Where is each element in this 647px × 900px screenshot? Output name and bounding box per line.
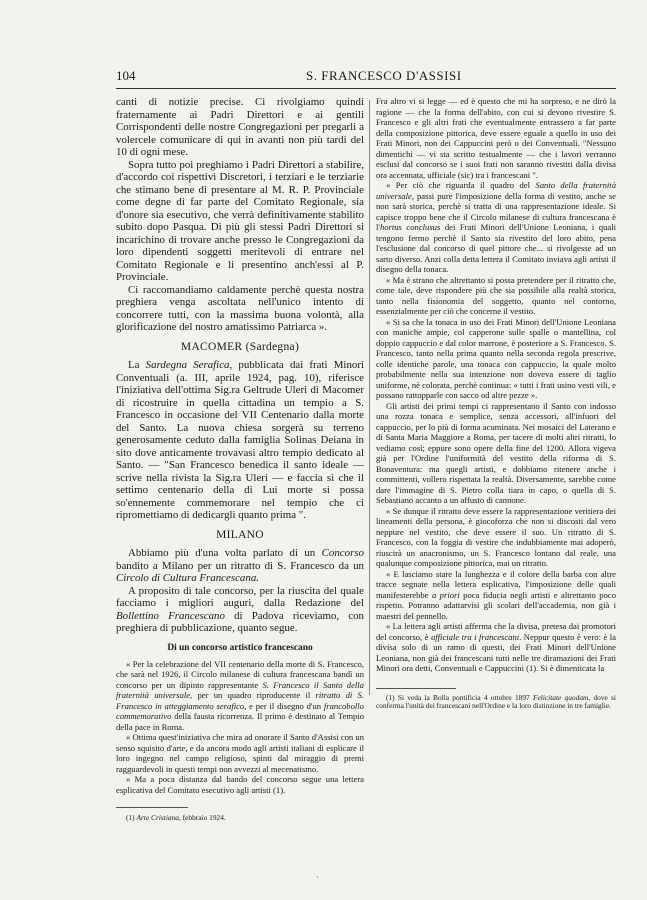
paragraph: Abbiamo più d'una volta parlato di un Concorso bandito a Milano per un ritratto di S. Francesco da un Circolo di Cultura Francescana.: [116, 547, 364, 584]
quoted-article: [116, 659, 364, 796]
subsection-title-concorso: Di un concorso artistico francescano: [167, 642, 313, 653]
paragraph: Sopra tutto poi preghiamo i Padri Direttori a stabilire, d'accordo coi rispettivi Discretori, i terziari e le terziarie che stimano bene di presentare al M. R. P. Provinciale come degne di far parte del Comitato Regionale, sia d'onore sia esecutivo, che verrà definitivamente stabilito subito dopo Pasqua. Di più gli stessi Padri Direttori si incarichino di trovare anche presso le Congregazioni da loro dipendenti soggetti meritevoli di entrare nel Comitato Regionale e li presentino anch'essi al P. Provinciale.: [116, 158, 364, 283]
paragraph: canti di notizie precise. Ci rivolgiamo quindi fraternamente ai Padri Direttori e ai gentili Corrispondenti delle nostre Congregazioni per pregarli a volercele comunicare di qui in avanti non più tardi del 10 di ogni mese.: [116, 96, 364, 158]
footnote-right: [376, 694, 616, 712]
running-title: S. FRANCESCO D'ASSISI: [306, 68, 462, 83]
paragraph: « Si sa che la tonaca in uso dei Frati Minori dell'Unione Leoniana con maniche ampie, col capperone sulle spalle o mantellina, col doppio cappuccio e dal color marrone, è posteriore a S. Francesco. S. Francesco, tanto nella prima quanto nella seconda regola prescrive, colle identiche parole, una tonaca con cappuccio, la quale molto probabilmente nella sua intenzione non doveva essere di taglio uniforme, nè colorata, perchè continua: « tutti i frati usino vesti vili, e possano rattopparle con sacco od altre pezze ».: [376, 316, 616, 400]
paragraph: « Per la celebrazione del VII centenario della morte di S. Francesco, che sarà nel 1926, il Circolo milanese di cultura francescana bandì un concorso per un dipinto rappresentante S. Francesco il Santo della fraternità universale, per un quadro riproducente il ritratto di S. Francesco in atteggiamento serafico, e per il disegno d'un francobollo commemorativo della fausta ricorrenza. Il primo è destinato al Tempio della pace in Roma.: [116, 658, 365, 732]
footnote-rule: [116, 807, 188, 808]
bottom-mark: ·: [316, 872, 319, 882]
paragraph: Fra altro vi si legge — ed è questo che mi ha sorpreso, e ne dirò la ragione — che la forma dell'abito, con cui si devono rivestire S. Francesco e gli altri frati che eventualmente entrassero a far parte della composizione pittorica, deve essere eguale a quello in uso dei Frati Minori, non dei Cappuccini però o dei Conventuali. "Nessuno dimentichi — vi sta scritto testualmente — che i lavori verranno esclusi dal concorso se i suoi frati non saranno rivestiti dalla divisa ora accennata, ufficiale (sic) tra i francescani ".: [376, 96, 616, 180]
paragraph: « Se dunque il ritratto deve essere la rappresentazione veritiera dei lineamenti della persona, è giocoforza che non si discosti dal vero neppure nel vestito, che deve essere il suo. Un ritratto di S. Francesco, con la foggia di vestire che indubbiamente mai adoperò, riuscirà un anacronismo, un S. Francesco lontano dal reale, una qualunque composizione pittorica, mai un ritratto.: [376, 505, 616, 568]
section-title-macomer: MACOMER (Sardegna): [180, 340, 300, 353]
paragraph: « Ma a poca distanza dal bando del concorso segue una lettera esplicativa del Comitato esecutivo agli artisti (1).: [116, 774, 364, 795]
footnote: (1) Si veda la Bolla pontificia 4 ottobre 1897 Felicitate quodam, dove si conferma l'unità dei francescani nell'Ordine e la loro distinzione in tre famiglie.: [376, 692, 616, 711]
paragraph: « Per ciò che riguarda il quadro del Santo della fraternità universale, passi pure l'imposizione della forma di vestito, anche se non sarà storica, perchè si tratta di una rappresentazione ideale. Si capisce troppo bene che il Circolo milanese di cultura francescana è l'hortus conclusus dei Frati Minori dell'Unione Leoniana, i quali tengono fermo perchè il Santo sia rivestito del loro abito, pena l'esclusione dal concorso di quel pittore che... si rivolgesse ad un sarto diverso. Anzi colla detta lettera il Comitato inviava agli artisti il disegno della tonaca.: [376, 180, 616, 274]
page-header: [116, 68, 616, 86]
footnote: (1) Arte Cristiana, febbraio 1924.: [126, 813, 226, 822]
paragraph: Gli artisti dei primi tempi ci rappresentano il Santo con indosso una rozza tonaca e semplice, senza accessori, all'infuori del cappuccio, per lo più di forma acuminata. Nei mosaici del Laterano e di Santa Maria Maggiore a Roma, per tacere di molti altri ritratti, lo vediamo così; eppure sono opere della fine del 1200. Allora vigeva già per l'Ordine l'uniformità del vestito della riforma di S. Bonaventura: ma quegli artisti, e dobbiamo ritenere anche i committenti, vollero rispettata la realtà. Diversamente, sarebbe come dare l'immagine di S. Pietro colla tiara in capo, o quella di S. Sebastiano accanto a un affusto di cannone.: [376, 400, 616, 505]
paragraph: « Ottima quest'iniziativa che mira ad onorare il Santo d'Assisi con un senso squisito d'arte, e da ancora modo agli artisti italiani di esplicare il loro ingegno nel campo religioso, spinti dal miraggio di premi ragguardevoli in questi tempi non avvezzi al mecenatismo.: [116, 732, 364, 774]
paragraph: « Ma è strano che altrettanto si possa pretendere per il ritratto che, come tale, deve rispondere più che sia possibile alla realtà storica, tanto nella fisionomia del soggetto, quanto nel contorno, essenzialmente per ciò che concerne il vestito.: [376, 274, 616, 316]
left-intro: [116, 96, 364, 635]
footnote-rule: [376, 688, 456, 689]
footnote-left: [116, 814, 364, 823]
paragraph: « La lettera agli artisti afferma che la divisa, pretesa dai promotori del concorso, è ufficiale tra i francescani. Neppur questo è vero: è la divisa solo di un ramo di questi, dei Frati Minori dell'Unione Leoniana, non già dei francescani tutti nelle tre diramazioni dei Frati Minori ora detti, Conventuali e Cappuccini (1). Si è dimenticata la: [376, 621, 616, 673]
section-title-milano: MILANO: [216, 528, 264, 541]
left-column: [116, 96, 365, 822]
header-rule: [116, 88, 616, 89]
paragraph: La Sardegna Serafica, pubblicata dai frati Minori Conventuali (a. III, aprile 1924, pag. 10), riferisce l'iniziativa dell'ottima Sig.ra Geltrude Uleri di Macomer di ricostruire in quella cittadina un tempio a S. Francesco in occasione del VII Centenario dalla morte del Santo. La nuova chiesa sorgerà su terreno generosamente ceduto dalla famiglia Solinas Deiana in sito dove anticamente trovavasi altro tempio dedicato al Santo. — "San Francesco benedica il santo ideale — scrive nella rivista la Sig.ra Uleri — e faccia sì che il settimo centenario della di Lui morte si possa so'ennemente commemorare nel tempio che ci ripromettiamo di dedicargli quanto prima ".: [116, 359, 365, 521]
paragraph: A proposito di tale concorso, per la riuscita del quale facciamo i migliori auguri, dalla Redazione del Bollettino Francescano di Padova riceviamo, con preghiera di pubblicazione, quanto segue.: [116, 584, 365, 634]
paragraph: « E lasciamo stare la lunghezza e il colore della barba con altre tracce segnate nella lettera esplicativa, l'imposizione delle quali manifesterebbe a priori poca fiducia negli artisti e altrettanto poco rispetto. Potranno adattarvisi gli scolari dell'accademia, non già i maestri del pennello.: [376, 568, 616, 621]
paragraph: Ci raccomandiamo caldamente perchè questa nostra preghiera venga ascoltata nell'unico intento di concorrere tutti, con la massima buona volontà, alla glorificazione del nostro amatissimo Patriarca ».: [116, 283, 364, 333]
column-divider: [369, 100, 370, 695]
page-number: 104: [116, 68, 136, 83]
right-column: [376, 96, 616, 798]
